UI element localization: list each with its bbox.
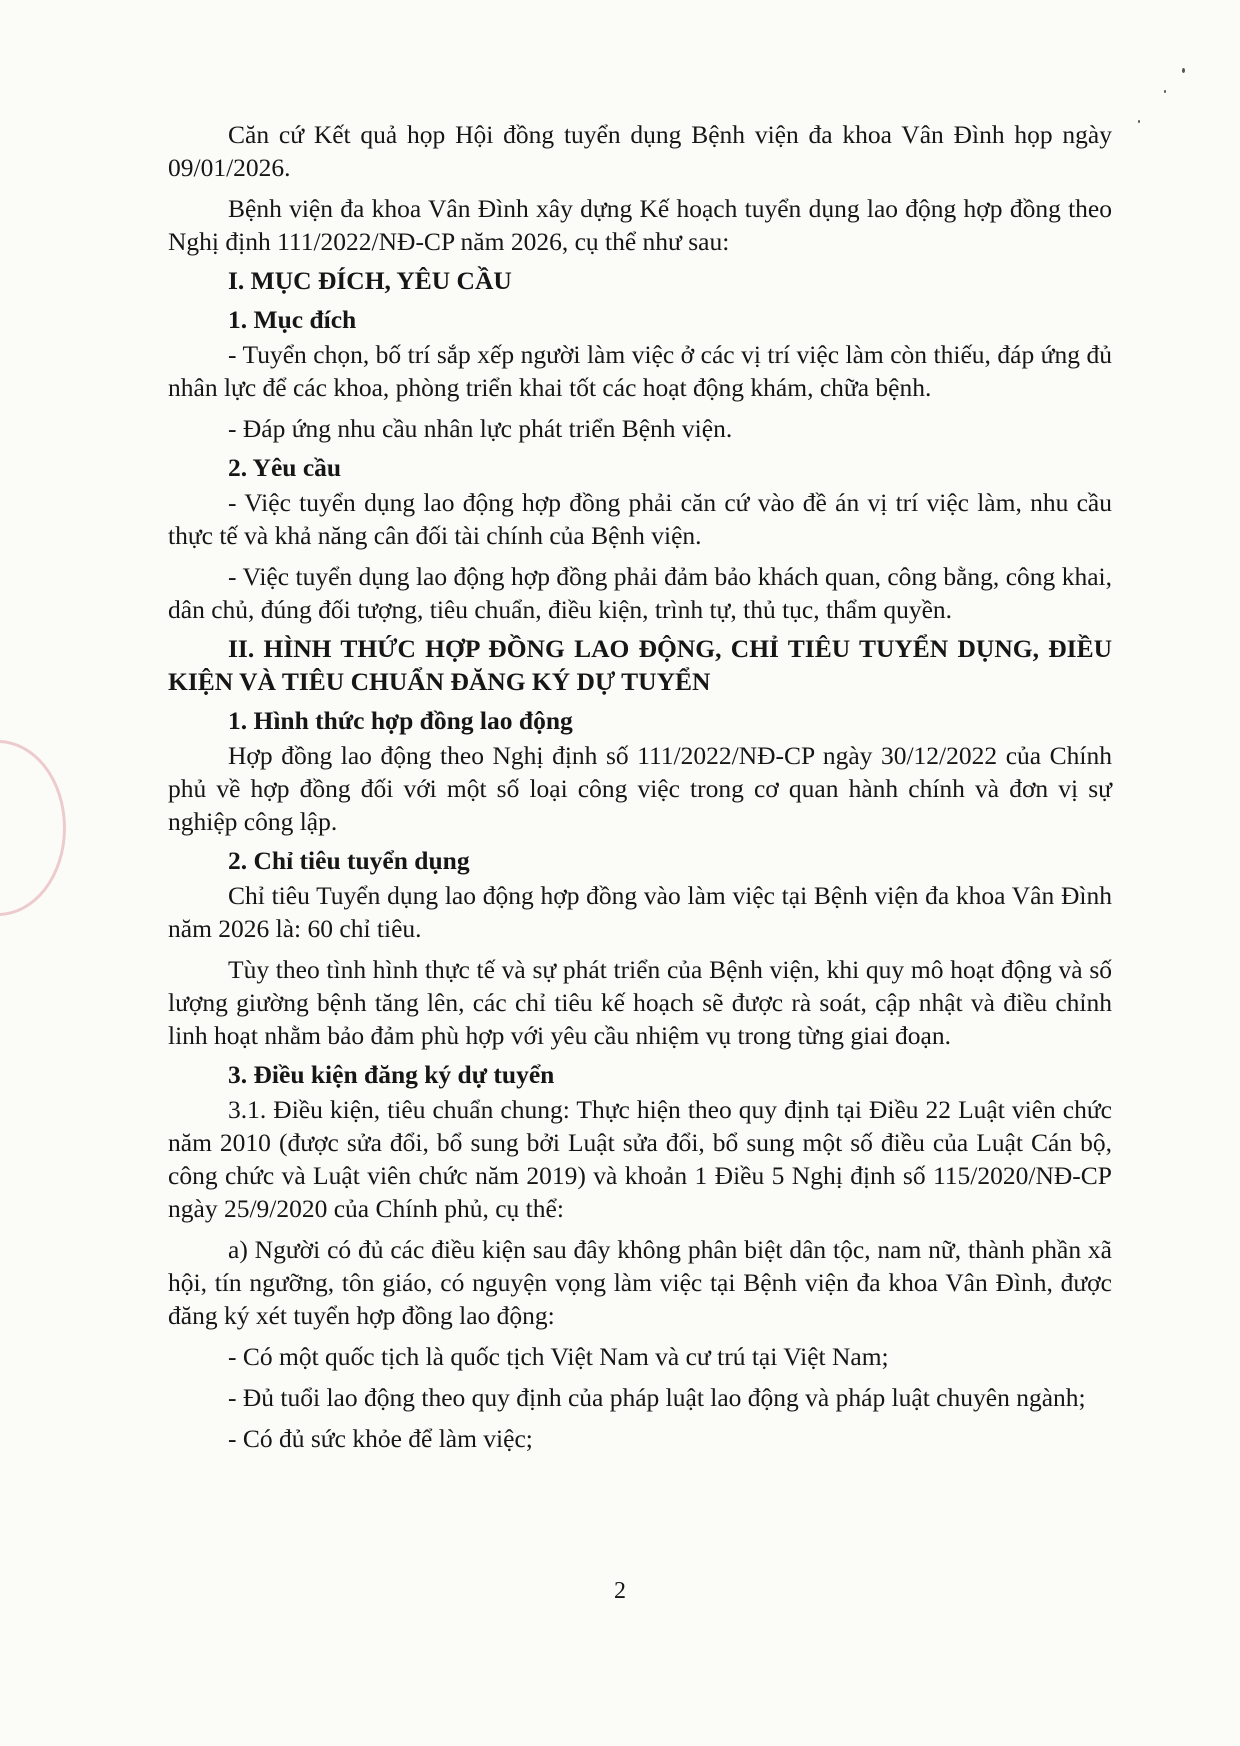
paragraph-condition-a: a) Người có đủ các điều kiện sau đây không phân biệt dân tộc, nam nữ, thành phần xã hội, tín ngưỡng, tôn giáo, có nguyện vọng làm việc tại Bệnh viện đa khoa Vân Đình, được đăng ký xét tuyển hợp đồng lao động: [168,1235,1112,1330]
paragraph-requirement-1: - Việc tuyển dụng lao động hợp đồng phải căn cứ vào đề án vị trí việc làm, nhu cầu thực tế và khả năng cân đối tài chính của Bệnh viện. [168,488,1112,550]
document-body [168,118,1112,1455]
paragraph-purpose-2: - Đáp ứng nhu cầu nhân lực phát triển Bệnh viện. [228,414,733,443]
heading-conditions: 3. Điều kiện đăng ký dự tuyển [228,1060,555,1089]
heading-quota: 2. Chỉ tiêu tuyển dụng [228,846,470,875]
heading-section-ii: II. HÌNH THỨC HỢP ĐỒNG LAO ĐỘNG, CHỈ TIÊU TUYỂN DỤNG, ĐIỀU KIỆN VÀ TIÊU CHUẨN ĐĂNG KÝ DỰ TUYỂN [168,634,1112,696]
paragraph-purpose-1: - Tuyển chọn, bố trí sắp xếp người làm việc ở các vị trí việc làm còn thiếu, đáp ứng đủ nhân lực để các khoa, phòng triển khai tốt các hoạt động khám, chữa bệnh. [168,340,1112,402]
paragraph-health: - Có đủ sức khỏe để làm việc; [228,1424,533,1453]
paragraph-quota-adjust: Tùy theo tình hình thực tế và sự phát triển của Bệnh viện, khi quy mô hoạt động và số lượng giường bệnh tăng lên, các chỉ tiêu kế hoạch sẽ được rà soát, cập nhật và điều chỉnh linh hoạt nhằm bảo đảm phù hợp với yêu cầu nhiệm vụ trong từng giai đoạn. [168,955,1112,1050]
paragraph-age: - Đủ tuổi lao động theo quy định của pháp luật lao động và pháp luật chuyên ngành; [228,1383,1086,1412]
paragraph-contract-form: Hợp đồng lao động theo Nghị định số 111/2022/NĐ-CP ngày 30/12/2022 của Chính phủ về hợp đồng đối với một số loại công việc trong cơ quan hành chính và đơn vị sự nghiệp công lập. [168,741,1112,836]
paragraph-basis: Căn cứ Kết quả họp Hội đồng tuyển dụng Bệnh viện đa khoa Vân Đình họp ngày 09/01/2026. [168,120,1112,182]
scan-specks [1160,60,1200,120]
paragraph-general-conditions: 3.1. Điều kiện, tiêu chuẩn chung: Thực hiện theo quy định tại Điều 22 Luật viên chức năm 2010 (được sửa đổi, bổ sung bởi Luật sửa đổi, bổ sung một số điều của Luật Cán bộ, công chức và Luật viên chức năm 2019) và khoản 1 Điều 5 Nghị định số 115/2020/NĐ-CP ngày 25/9/2020 của Chính phủ, cụ thể: [168,1095,1112,1223]
red-seal-stamp [0,740,66,916]
heading-purpose: 1. Mục đích [228,305,357,334]
paragraph-intro: Bệnh viện đa khoa Vân Đình xây dựng Kế hoạch tuyển dụng lao động hợp đồng theo Nghị định 111/2022/NĐ-CP năm 2026, cụ thể như sau: [168,194,1112,256]
paragraph-quota: Chỉ tiêu Tuyển dụng lao động hợp đồng vào làm việc tại Bệnh viện đa khoa Vân Đình năm 2026 là: 60 chỉ tiêu. [168,881,1112,943]
heading-section-i: I. MỤC ĐÍCH, YÊU CẦU [228,266,512,295]
heading-requirements: 2. Yêu cầu [228,453,342,482]
paragraph-requirement-2: - Việc tuyển dụng lao động hợp đồng phải đảm bảo khách quan, công bằng, công khai, dân chủ, đúng đối tượng, tiêu chuẩn, điều kiện, trình tự, thủ tục, thẩm quyền. [168,562,1112,624]
heading-contract-form: 1. Hình thức hợp đồng lao động [228,706,573,735]
page-number: 2 [614,1578,626,1604]
paragraph-nationality: - Có một quốc tịch là quốc tịch Việt Nam và cư trú tại Việt Nam; [228,1342,889,1371]
